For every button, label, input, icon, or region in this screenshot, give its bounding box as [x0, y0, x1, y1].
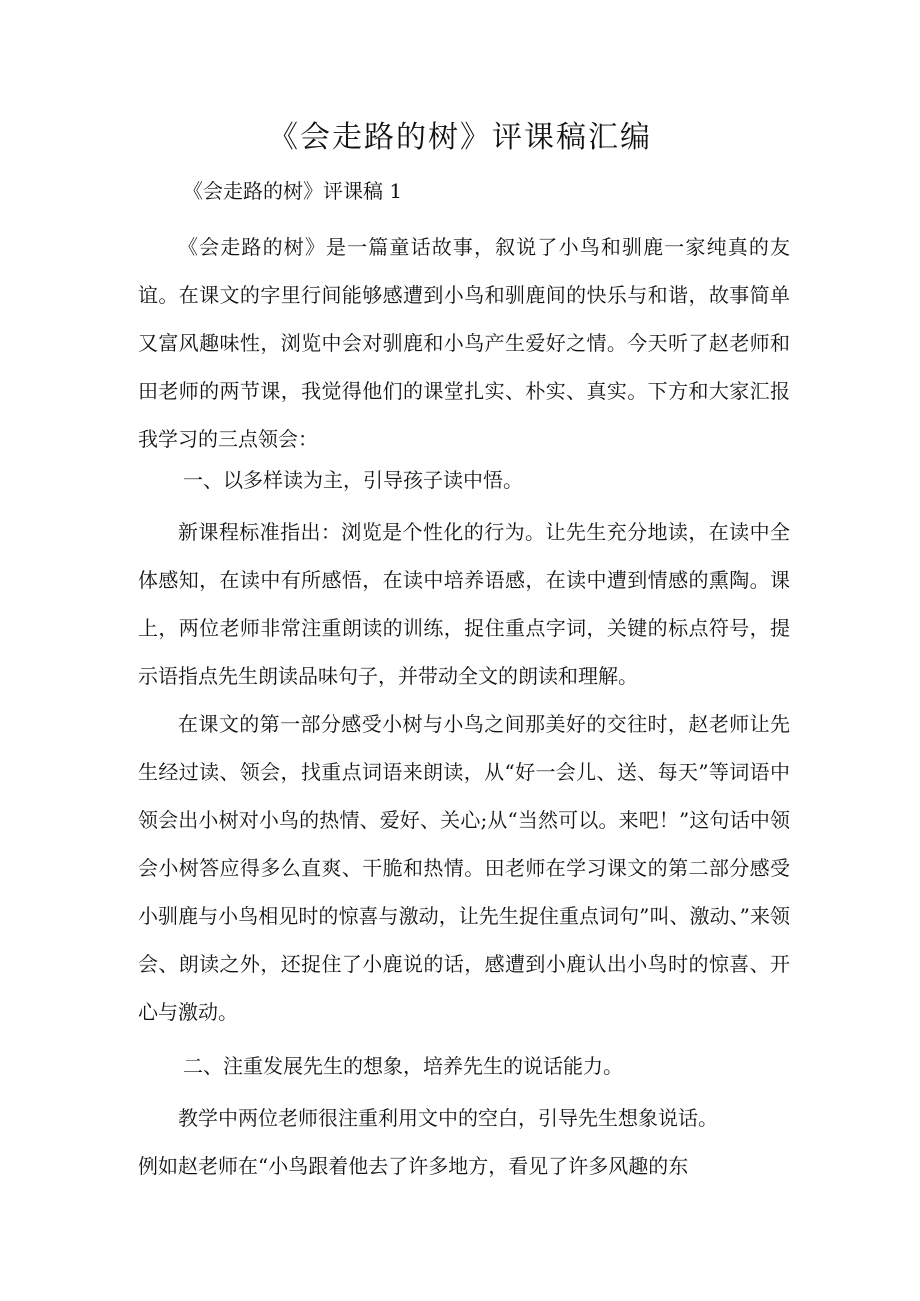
intro-paragraph: 《会走路的树》是一篇童话故事，叙说了小鸟和驯鹿一家纯真的友谊。在课文的字里行间能够感遭到小鸟和驯鹿间的快乐与和谐，故事简单又富风趣味性，浏览中会对驯鹿和小鸟产生爱好之情。今天听了赵老师和田老师的两节课，我觉得他们的课堂扎实、朴实、真实。下方和大家汇报我学习的三点领会： — [138, 235, 790, 451]
section-1-paragraph-2: 在课文的第一部分感受小树与小鸟之间那美好的交往时，赵老师让先生经过读、领会，找重点词语来朗读，从“好一会儿、送、每天”等词语中领会出小树对小鸟的热情、爱好、关心;从“当然可以。来吧！”这句话中领会小树答应得多么直爽、干脆和热情。田老师在学习课文的第二部分感受小驯鹿与小鸟相见时的惊喜与激动，让先生捉住重点词句”叫、激动、”来领会、朗读之外，还捉住了小鹿说的话，感遭到小鹿认出小鸟时的惊喜、开心与激动。 — [138, 712, 790, 1024]
section-2-paragraph-2: 例如赵老师在“小鸟跟着他去了许多地方，看见了许多风趣的东 — [138, 1154, 689, 1178]
article-subtitle: 《会走路的树》评课稿 1 — [183, 179, 403, 203]
section-2-heading: 二、注重发展先生的想象，培养先生的说话能力。 — [183, 1054, 623, 1078]
section-2-paragraph-1: 教学中两位老师很注重利用文中的空白，引导先生想象说话。 — [178, 1106, 718, 1130]
section-1-paragraph-1: 新课程标准指出：浏览是个性化的行为。让先生充分地读，在读中全体感知，在读中有所感悟，在读中培养语感，在读中遭到情感的熏陶。课上，两位老师非常注重朗读的训练，捉住重点字词，关键的标点符号，提示语指点先生朗读品味句子，并带动全文的朗读和理解。 — [138, 520, 790, 688]
document-title: 《会走路的树》评课稿汇编 — [268, 120, 652, 155]
section-1-heading: 一、以多样读为主，引导孩子读中悟。 — [183, 468, 523, 492]
